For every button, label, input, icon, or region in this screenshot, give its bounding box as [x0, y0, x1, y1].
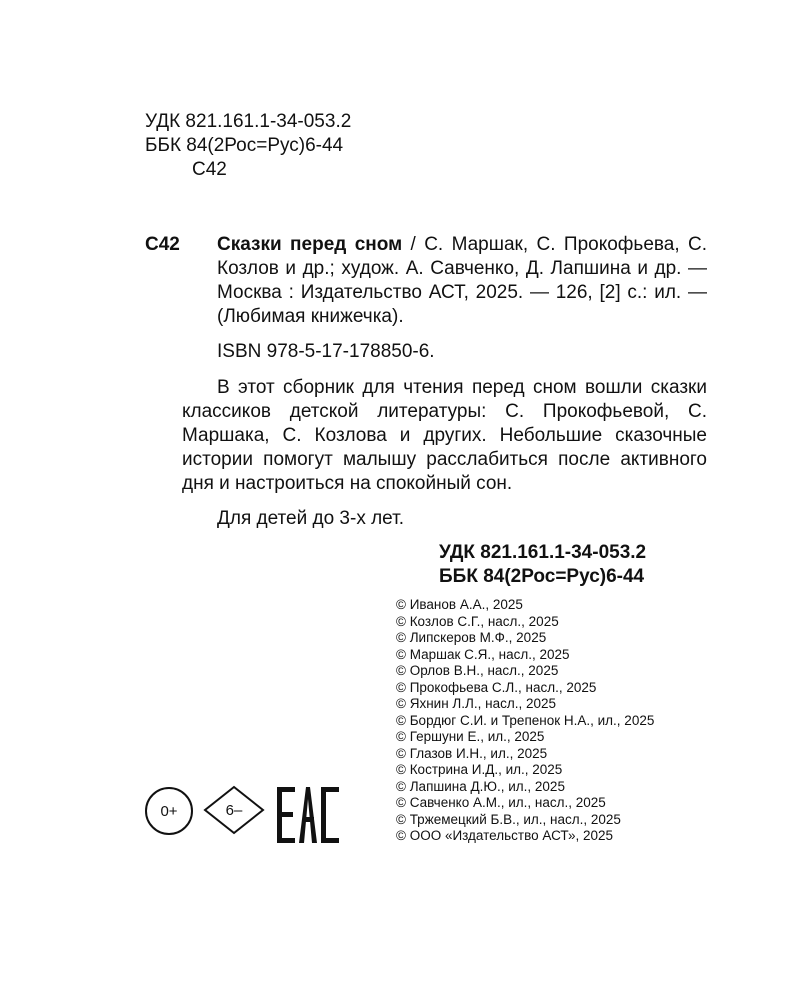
copyright-line: © Гершуни Е., ил., 2025: [396, 729, 545, 744]
age-rating-badge: [145, 787, 193, 835]
bibliographic-entry: [145, 233, 707, 531]
age-recommendation-badge: [203, 785, 265, 835]
copyright-line: © Лапшина Д.Ю., ил., 2025: [396, 778, 565, 794]
copyright-line: © Маршак С.Я., насл., 2025: [396, 646, 570, 662]
entry-description: [217, 233, 707, 329]
age-rating-label: 0+: [160, 802, 178, 820]
certification-marks: [145, 785, 345, 850]
isbn: ISBN 978-5-17-178850-6.: [217, 341, 435, 362]
author-mark: С42: [192, 159, 227, 180]
copyright-list: [396, 597, 654, 845]
bbk-code-bottom: ББК 84(2Рос=Рус)6-44: [439, 566, 645, 587]
copyright-line: © Тржемецкий Б.В., ил., насл., 2025: [396, 811, 621, 827]
copyright-line: © Кострина И.Д., ил., 2025: [396, 762, 563, 777]
copyright-line: © Бордюг С.И. и Трепенок Н.А., ил., 2025: [396, 712, 655, 728]
age-recommendation-label: 6–: [225, 801, 243, 819]
udk-code: УДК 821.161.1-34-053.2: [145, 111, 352, 132]
eac-icon: [277, 787, 339, 843]
copyright-line: © Липскеров М.Ф., 2025: [396, 630, 547, 645]
book-title: Сказки перед сном: [217, 234, 403, 255]
copyright-line: © Яхнин Л.Л., насл., 2025: [396, 696, 556, 711]
copyright-line: © Прокофьева С.Л., насл., 2025: [396, 679, 597, 695]
copyright-line: © Савченко А.М., ил., насл., 2025: [396, 795, 606, 810]
bbk-code: ББК 84(2Рос=Рус)6-44: [145, 135, 344, 156]
copyright-line: © Глазов И.Н., ил., 2025: [396, 745, 548, 761]
entry-author-mark: С42: [145, 234, 180, 255]
book-details: / С. Маршак, С. Прокофьева, С. Козлов и др.; худож. А. Савченко, Д. Лапшина и др. — Москва : Издательство АСТ, 2025. — 126, [2] с.: ил. — (Любимая книжечка).: [217, 234, 707, 327]
copyright-line: © Козлов С.Г., насл., 2025: [396, 613, 559, 629]
classification-footer: [439, 541, 646, 589]
age-note: Для детей до 3-х лет.: [217, 508, 404, 529]
copyright-line: © Орлов В.Н., насл., 2025: [396, 663, 559, 678]
udk-code-bottom: УДК 821.161.1-34-053.2: [439, 542, 647, 563]
copyright-line: © ООО «Издательство АСТ», 2025: [396, 828, 614, 843]
annotation: В этот сборник для чтения перед сном вошли сказки классиков детской литературы: С. Прокофьевой, С. Маршака, С. Козлова и других. Небольшие сказочные истории помогут малышу расслабиться после активного дня и настроиться на спокойный сон.: [182, 377, 707, 494]
classification-header: [145, 110, 351, 182]
copyright-line: © Иванов А.А., 2025: [396, 597, 523, 612]
